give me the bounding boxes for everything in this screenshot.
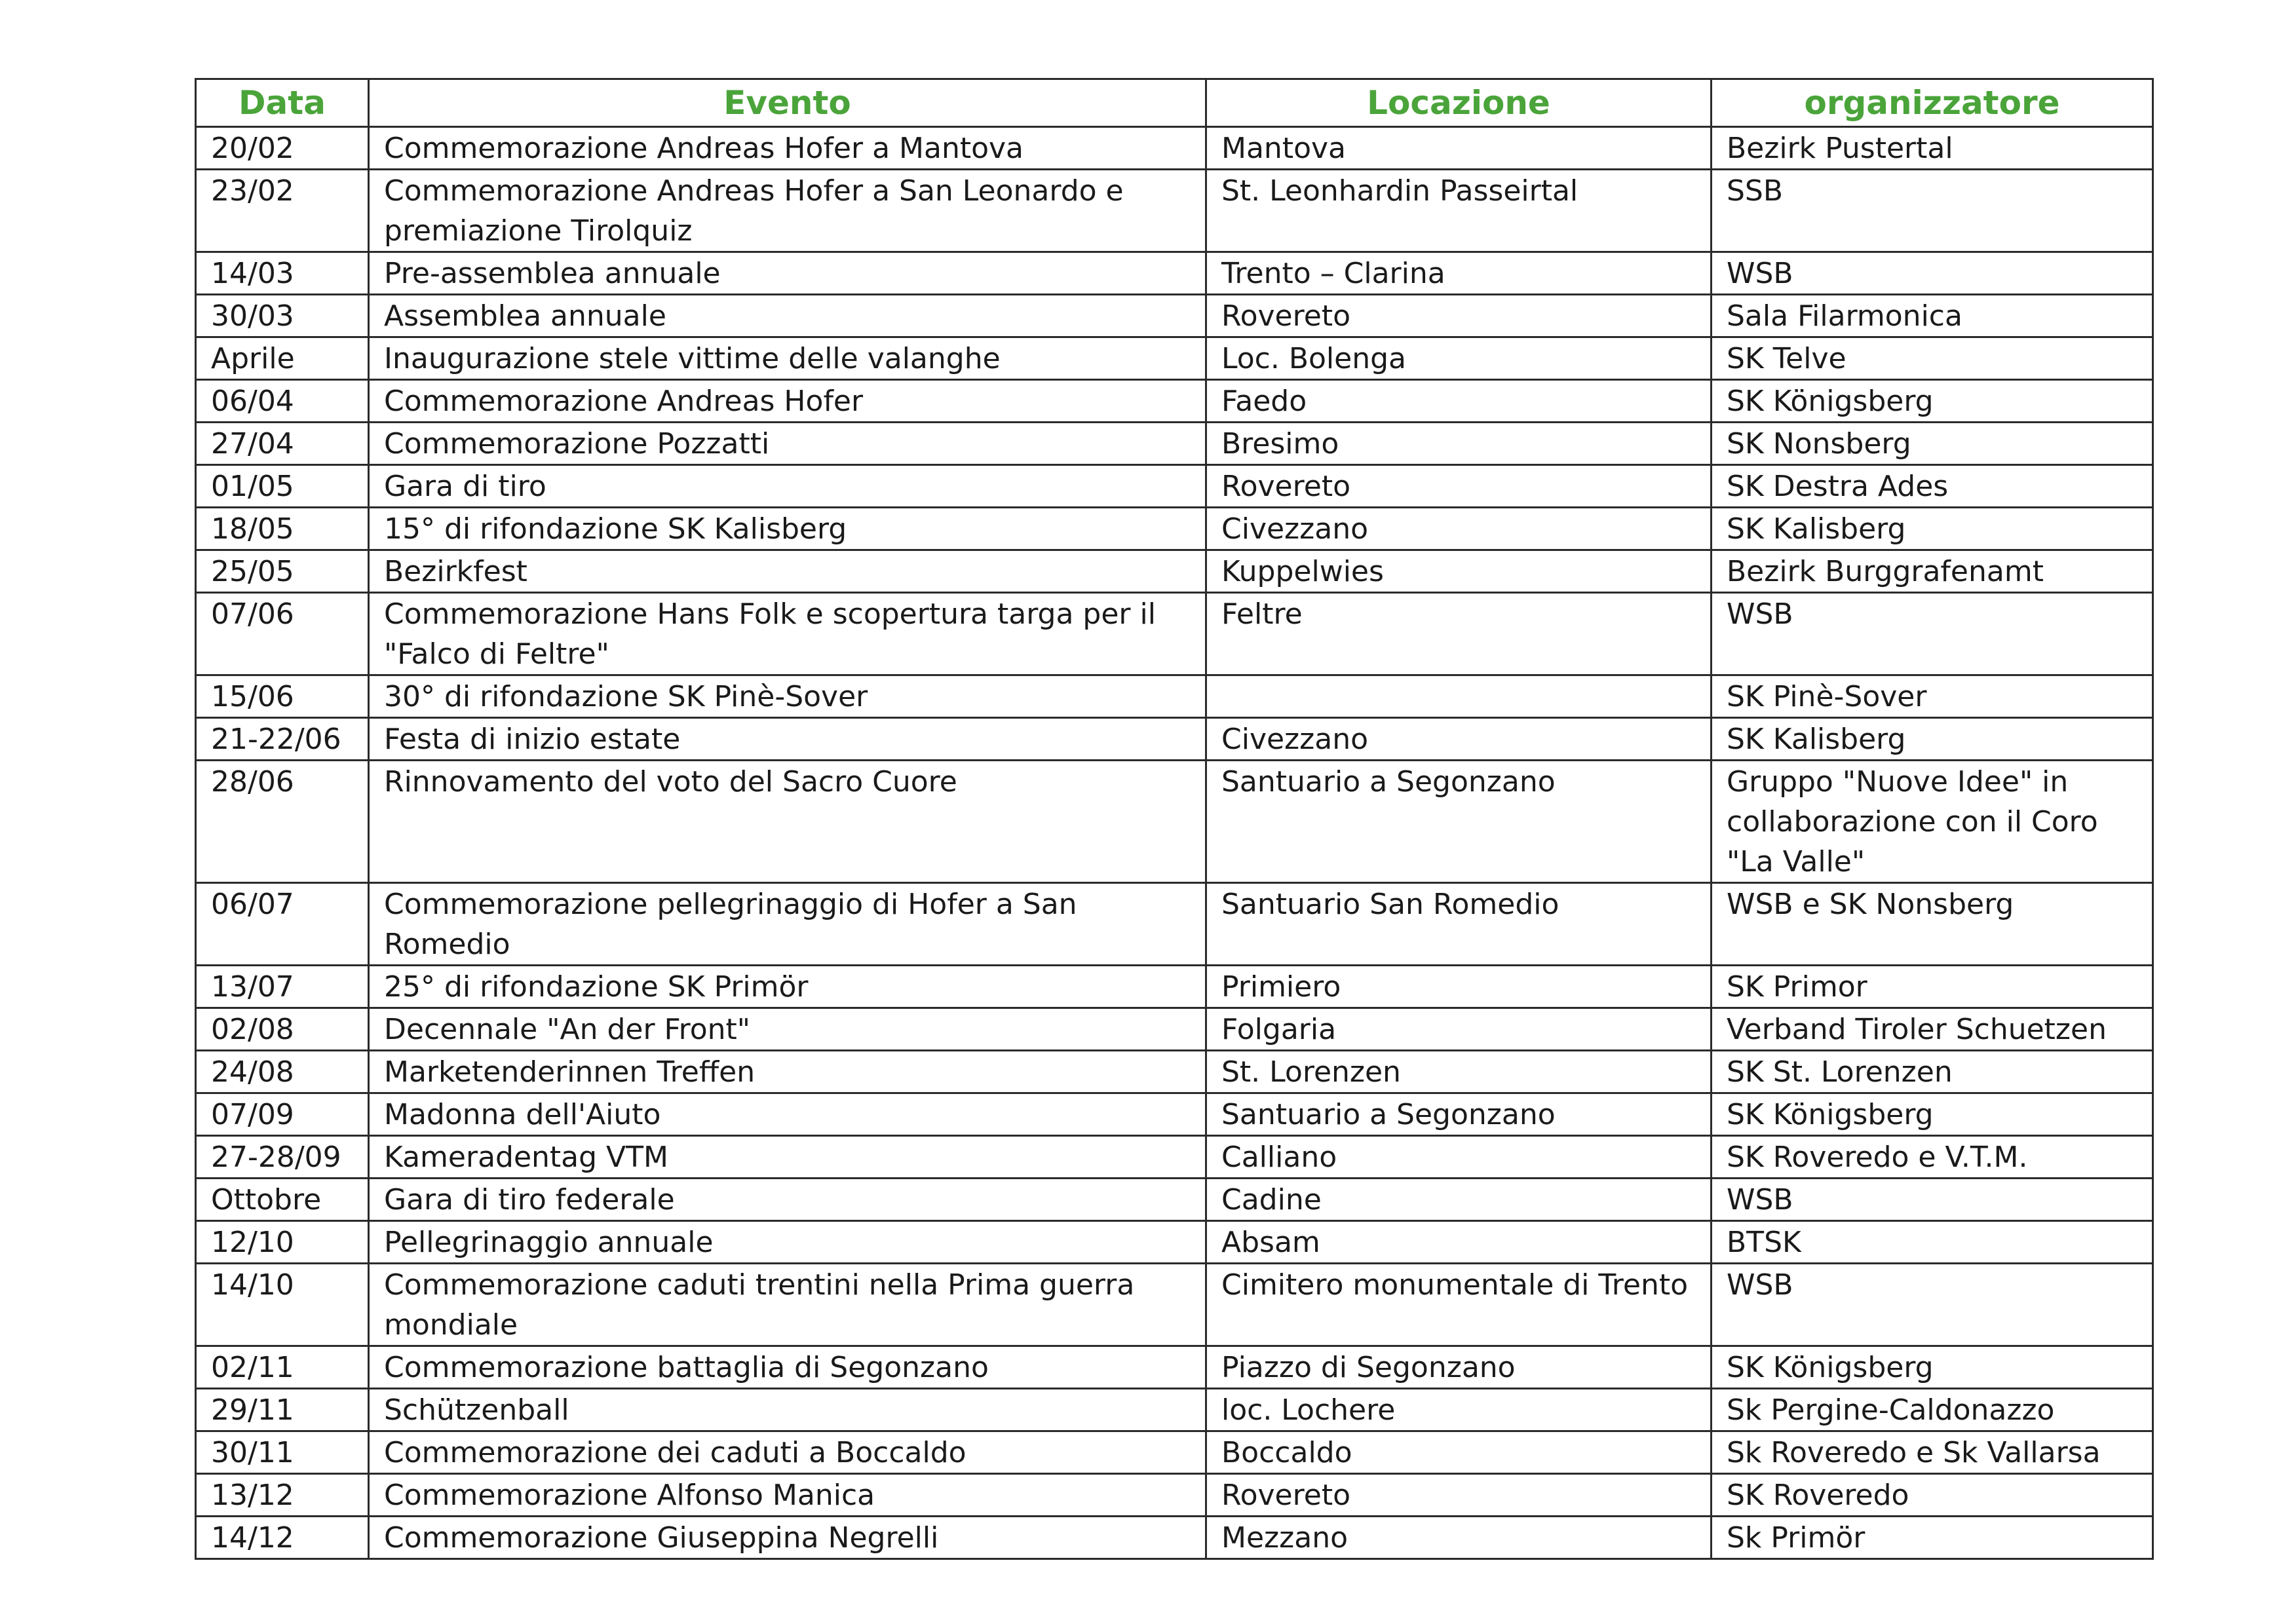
table-row <box>196 966 2153 1008</box>
cell-locazione: Calliano <box>1206 1136 1712 1179</box>
cell-evento: Commemorazione Andreas Hofer <box>369 380 1206 423</box>
cell-evento: 25° di rifondazione SK Primör <box>369 966 1206 1008</box>
cell-data: 29/11 <box>196 1389 369 1431</box>
cell-organizzatore: SSB <box>1712 170 2153 252</box>
header-evento: Evento <box>369 79 1206 127</box>
table-row <box>196 550 2153 593</box>
cell-evento: Pellegrinaggio annuale <box>369 1221 1206 1264</box>
cell-organizzatore: WSB e SK Nonsberg <box>1712 883 2153 966</box>
table-row <box>196 170 2153 252</box>
cell-locazione: Kuppelwies <box>1206 550 1712 593</box>
cell-evento: Festa di inizio estate <box>369 718 1206 761</box>
cell-organizzatore: Verband Tiroler Schuetzen <box>1712 1008 2153 1051</box>
cell-evento: 30° di rifondazione SK Pinè-Sover <box>369 675 1206 718</box>
cell-organizzatore: SK Primor <box>1712 966 2153 1008</box>
cell-data: 07/06 <box>196 593 369 675</box>
cell-organizzatore: Sk Primör <box>1712 1517 2153 1559</box>
cell-locazione: Absam <box>1206 1221 1712 1264</box>
cell-data: Ottobre <box>196 1179 369 1221</box>
cell-data: 14/12 <box>196 1517 369 1559</box>
cell-evento: Commemorazione battaglia di Segonzano <box>369 1346 1206 1389</box>
cell-locazione: Folgaria <box>1206 1008 1712 1051</box>
cell-evento: Inaugurazione stele vittime delle valanghe <box>369 337 1206 380</box>
cell-organizzatore: SK Nonsberg <box>1712 423 2153 465</box>
table-row <box>196 1389 2153 1431</box>
cell-locazione: loc. Lochere <box>1206 1389 1712 1431</box>
cell-data: 07/09 <box>196 1093 369 1136</box>
table-row <box>196 1517 2153 1559</box>
cell-organizzatore: Sala Filarmonica <box>1712 295 2153 337</box>
cell-locazione: Rovereto <box>1206 1474 1712 1517</box>
events-table <box>195 78 2154 1560</box>
cell-organizzatore: Gruppo "Nuove Idee" in collaborazione con il Coro "La Valle" <box>1712 761 2153 883</box>
table-row <box>196 337 2153 380</box>
table-row <box>196 761 2153 883</box>
cell-evento: 15° di rifondazione SK Kalisberg <box>369 508 1206 550</box>
table-row <box>196 1136 2153 1179</box>
cell-data: 30/03 <box>196 295 369 337</box>
cell-evento: Gara di tiro federale <box>369 1179 1206 1221</box>
cell-evento: Rinnovamento del voto del Sacro Cuore <box>369 761 1206 883</box>
cell-locazione: St. Leonhardin Passeirtal <box>1206 170 1712 252</box>
cell-data: 06/07 <box>196 883 369 966</box>
table-row <box>196 127 2153 170</box>
header-locazione: Locazione <box>1206 79 1712 127</box>
table-row <box>196 465 2153 508</box>
cell-evento: Commemorazione Hans Folk e scopertura targa per il "Falco di Feltre" <box>369 593 1206 675</box>
cell-locazione: Trento – Clarina <box>1206 252 1712 295</box>
cell-evento: Kameradentag VTM <box>369 1136 1206 1179</box>
cell-data: 06/04 <box>196 380 369 423</box>
cell-data: 15/06 <box>196 675 369 718</box>
cell-locazione: Mantova <box>1206 127 1712 170</box>
table-row <box>196 423 2153 465</box>
cell-evento: Schützenball <box>369 1389 1206 1431</box>
cell-locazione: Cimitero monumentale di Trento <box>1206 1264 1712 1346</box>
table-row <box>196 1221 2153 1264</box>
cell-data: 28/06 <box>196 761 369 883</box>
cell-locazione: Bresimo <box>1206 423 1712 465</box>
cell-organizzatore: SK St. Lorenzen <box>1712 1051 2153 1093</box>
cell-organizzatore: SK Königsberg <box>1712 380 2153 423</box>
cell-data: 14/10 <box>196 1264 369 1346</box>
table-row <box>196 508 2153 550</box>
cell-data: 12/10 <box>196 1221 369 1264</box>
cell-locazione: Santuario San Romedio <box>1206 883 1712 966</box>
cell-locazione: Piazzo di Segonzano <box>1206 1346 1712 1389</box>
cell-data: 24/08 <box>196 1051 369 1093</box>
cell-data: 01/05 <box>196 465 369 508</box>
cell-data: 27-28/09 <box>196 1136 369 1179</box>
cell-organizzatore: WSB <box>1712 1264 2153 1346</box>
cell-locazione: Cadine <box>1206 1179 1712 1221</box>
cell-locazione: Boccaldo <box>1206 1431 1712 1474</box>
cell-evento: Madonna dell'Aiuto <box>369 1093 1206 1136</box>
cell-data: 30/11 <box>196 1431 369 1474</box>
cell-organizzatore: SK Telve <box>1712 337 2153 380</box>
cell-organizzatore: SK Pinè-Sover <box>1712 675 2153 718</box>
table-body <box>196 127 2153 1559</box>
table-row <box>196 1474 2153 1517</box>
cell-evento: Commemorazione Giuseppina Negrelli <box>369 1517 1206 1559</box>
cell-locazione: St. Lorenzen <box>1206 1051 1712 1093</box>
cell-data: 25/05 <box>196 550 369 593</box>
cell-organizzatore: SK Königsberg <box>1712 1093 2153 1136</box>
cell-evento: Bezirkfest <box>369 550 1206 593</box>
cell-data: 14/03 <box>196 252 369 295</box>
cell-locazione: Primiero <box>1206 966 1712 1008</box>
cell-data: 20/02 <box>196 127 369 170</box>
table-row <box>196 593 2153 675</box>
cell-evento: Commemorazione pellegrinaggio di Hofer a San Romedio <box>369 883 1206 966</box>
cell-data: 18/05 <box>196 508 369 550</box>
cell-data: 02/11 <box>196 1346 369 1389</box>
header-organizzatore: organizzatore <box>1712 79 2153 127</box>
cell-locazione: Loc. Bolenga <box>1206 337 1712 380</box>
table-row <box>196 1008 2153 1051</box>
cell-evento: Commemorazione caduti trentini nella Prima guerra mondiale <box>369 1264 1206 1346</box>
cell-organizzatore: WSB <box>1712 1179 2153 1221</box>
cell-evento: Commemorazione dei caduti a Boccaldo <box>369 1431 1206 1474</box>
cell-organizzatore: SK Kalisberg <box>1712 718 2153 761</box>
cell-organizzatore: Bezirk Pustertal <box>1712 127 2153 170</box>
table-row <box>196 1346 2153 1389</box>
cell-evento: Commemorazione Andreas Hofer a Mantova <box>369 127 1206 170</box>
cell-evento: Assemblea annuale <box>369 295 1206 337</box>
cell-locazione: Santuario a Segonzano <box>1206 761 1712 883</box>
cell-data: 02/08 <box>196 1008 369 1051</box>
cell-locazione: Civezzano <box>1206 718 1712 761</box>
cell-evento: Marketenderinnen Treffen <box>369 1051 1206 1093</box>
table-row <box>196 252 2153 295</box>
cell-organizzatore: Sk Pergine-Caldonazzo <box>1712 1389 2153 1431</box>
cell-locazione: Feltre <box>1206 593 1712 675</box>
cell-organizzatore: WSB <box>1712 593 2153 675</box>
header-data: Data <box>196 79 369 127</box>
cell-locazione: Mezzano <box>1206 1517 1712 1559</box>
table-row <box>196 1051 2153 1093</box>
table-row <box>196 1093 2153 1136</box>
cell-data: 13/07 <box>196 966 369 1008</box>
table-row <box>196 1431 2153 1474</box>
table-row <box>196 675 2153 718</box>
cell-evento: Commemorazione Andreas Hofer a San Leonardo e premiazione Tirolquiz <box>369 170 1206 252</box>
cell-data: 23/02 <box>196 170 369 252</box>
cell-locazione: Santuario a Segonzano <box>1206 1093 1712 1136</box>
cell-locazione <box>1206 675 1712 718</box>
cell-organizzatore: BTSK <box>1712 1221 2153 1264</box>
table-header-row <box>196 79 2153 127</box>
cell-organizzatore: SK Kalisberg <box>1712 508 2153 550</box>
cell-organizzatore: SK Destra Ades <box>1712 465 2153 508</box>
cell-data: Aprile <box>196 337 369 380</box>
table-row <box>196 380 2153 423</box>
cell-organizzatore: SK Roveredo e V.T.M. <box>1712 1136 2153 1179</box>
cell-evento: Decennale "An der Front" <box>369 1008 1206 1051</box>
table-row <box>196 295 2153 337</box>
cell-evento: Commemorazione Alfonso Manica <box>369 1474 1206 1517</box>
cell-data: 21-22/06 <box>196 718 369 761</box>
cell-locazione: Rovereto <box>1206 295 1712 337</box>
cell-organizzatore: SK Roveredo <box>1712 1474 2153 1517</box>
table-row <box>196 718 2153 761</box>
cell-locazione: Civezzano <box>1206 508 1712 550</box>
cell-evento: Gara di tiro <box>369 465 1206 508</box>
cell-data: 27/04 <box>196 423 369 465</box>
cell-organizzatore: Bezirk Burggrafenamt <box>1712 550 2153 593</box>
cell-locazione: Faedo <box>1206 380 1712 423</box>
table-row <box>196 1179 2153 1221</box>
cell-organizzatore: Sk Roveredo e Sk Vallarsa <box>1712 1431 2153 1474</box>
cell-organizzatore: SK Königsberg <box>1712 1346 2153 1389</box>
cell-locazione: Rovereto <box>1206 465 1712 508</box>
cell-data: 13/12 <box>196 1474 369 1517</box>
cell-evento: Commemorazione Pozzatti <box>369 423 1206 465</box>
table-row <box>196 883 2153 966</box>
table-row <box>196 1264 2153 1346</box>
cell-organizzatore: WSB <box>1712 252 2153 295</box>
cell-evento: Pre-assemblea annuale <box>369 252 1206 295</box>
